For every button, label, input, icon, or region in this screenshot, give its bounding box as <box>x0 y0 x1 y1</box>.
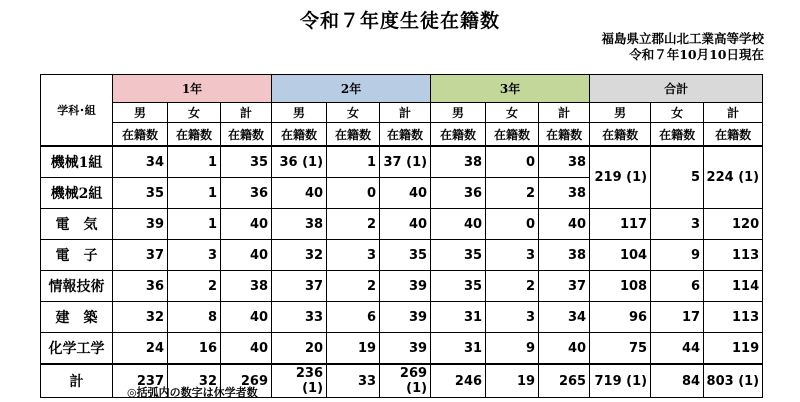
cell-sum-female: 84 <box>651 364 704 398</box>
subcol-male: 男 <box>272 103 327 123</box>
dept-name: 機械1組 <box>41 146 113 178</box>
cell-sum-female: 9 <box>651 240 704 271</box>
cell-y2-total: 37 (1) <box>380 146 431 178</box>
cell-y2-male: 20 <box>272 333 327 365</box>
cell-y1-male: 35 <box>113 178 168 209</box>
cell-y2-male: 40 <box>272 178 327 209</box>
cell-y3-female: 3 <box>486 240 539 271</box>
cell-sum-total: 113 <box>704 302 763 333</box>
cell-y3-female: 9 <box>486 333 539 365</box>
cell-y3-male: 36 <box>431 178 486 209</box>
cell-sum-total: 224 (1) <box>704 146 763 209</box>
cell-y2-total: 39 <box>380 333 431 365</box>
cell-y2-total: 269 (1) <box>380 364 431 398</box>
cell-sum-total: 114 <box>704 271 763 302</box>
cell-y1-male: 24 <box>113 333 168 365</box>
cell-sum-male: 75 <box>590 333 651 365</box>
cell-y2-total: 39 <box>380 302 431 333</box>
page-title: 令和７年度生徒在籍数 <box>299 10 500 32</box>
dept-name: 化学工学 <box>41 333 113 365</box>
cell-y1-total: 35 <box>221 146 272 178</box>
cell-y3-female: 2 <box>486 178 539 209</box>
cell-y3-female: 3 <box>486 302 539 333</box>
cell-y2-female: 6 <box>327 302 380 333</box>
cell-y1-male: 36 <box>113 271 168 302</box>
cell-y1-female: 2 <box>168 271 221 302</box>
cell-y1-female: 32 <box>168 364 221 398</box>
school-name: 福島県立郡山北工業高等学校 <box>601 31 764 46</box>
subheader-enrolled: 在籍数 <box>590 123 651 147</box>
cell-y1-total: 36 <box>221 178 272 209</box>
cell-sum-male: 219 (1) <box>590 146 651 209</box>
cell-y1-female: 1 <box>168 178 221 209</box>
subheader-enrolled: 在籍数 <box>221 123 272 147</box>
cell-y1-total: 40 <box>221 302 272 333</box>
cell-sum-female: 44 <box>651 333 704 365</box>
cell-y1-total: 269 <box>221 364 272 398</box>
cell-y2-total: 35 <box>380 240 431 271</box>
cell-sum-male: 96 <box>590 302 651 333</box>
cell-y1-female: 1 <box>168 209 221 240</box>
cell-y3-total: 38 <box>539 178 590 209</box>
subcol-female: 女 <box>168 103 221 123</box>
cell-y2-male: 37 <box>272 271 327 302</box>
cell-y3-male: 35 <box>431 271 486 302</box>
cell-y2-total: 40 <box>380 178 431 209</box>
subcol-total: 計 <box>380 103 431 123</box>
cell-y3-total: 40 <box>539 209 590 240</box>
cell-sum-total: 113 <box>704 240 763 271</box>
cell-sum-female: 5 <box>651 146 704 209</box>
cell-y3-male: 40 <box>431 209 486 240</box>
group-header-year3: 3年 <box>431 75 590 103</box>
cell-y2-female: 19 <box>327 333 380 365</box>
dept-header: 学科･組 <box>41 75 113 147</box>
subcol-female: 女 <box>486 103 539 123</box>
cell-y3-total: 34 <box>539 302 590 333</box>
cell-y3-total: 37 <box>539 271 590 302</box>
group-header-year2: 2年 <box>272 75 431 103</box>
cell-y1-total: 40 <box>221 240 272 271</box>
cell-sum-male: 117 <box>590 209 651 240</box>
subheader-enrolled: 在籍数 <box>651 123 704 147</box>
subheader-enrolled: 在籍数 <box>704 123 763 147</box>
subcol-male: 男 <box>590 103 651 123</box>
subcol-male: 男 <box>431 103 486 123</box>
cell-y3-total: 38 <box>539 240 590 271</box>
table-row <box>41 271 763 302</box>
cell-y3-female: 0 <box>486 146 539 178</box>
subcol-female: 女 <box>651 103 704 123</box>
cell-y1-male: 37 <box>113 240 168 271</box>
cell-y2-male: 33 <box>272 302 327 333</box>
footnote: ◎括弧内の数字は休学者数 <box>127 386 258 399</box>
cell-y3-total: 38 <box>539 146 590 178</box>
cell-y1-total: 40 <box>221 333 272 365</box>
cell-y1-female: 1 <box>168 146 221 178</box>
cell-y2-male: 36 (1) <box>272 146 327 178</box>
cell-y2-total: 40 <box>380 209 431 240</box>
cell-y3-female: 0 <box>486 209 539 240</box>
subheader-enrolled: 在籍数 <box>539 123 590 147</box>
cell-y3-female: 19 <box>486 364 539 398</box>
cell-sum-total: 803 (1) <box>704 364 763 398</box>
dept-name: 情報技術 <box>41 271 113 302</box>
cell-y2-female: 33 <box>327 364 380 398</box>
subcol-male: 男 <box>113 103 168 123</box>
subheader-enrolled: 在籍数 <box>113 123 168 147</box>
group-header-year1: 1年 <box>113 75 272 103</box>
cell-y3-total: 265 <box>539 364 590 398</box>
cell-sum-male: 104 <box>590 240 651 271</box>
subheader-enrolled: 在籍数 <box>486 123 539 147</box>
subheader-enrolled: 在籍数 <box>168 123 221 147</box>
cell-y1-male: 237 <box>113 364 168 398</box>
cell-sum-male: 108 <box>590 271 651 302</box>
cell-y2-female: 1 <box>327 146 380 178</box>
cell-y1-female: 16 <box>168 333 221 365</box>
table-row <box>41 146 763 178</box>
cell-sum-female: 6 <box>651 271 704 302</box>
cell-y2-female: 0 <box>327 178 380 209</box>
school-info <box>601 31 764 63</box>
cell-y2-male: 32 <box>272 240 327 271</box>
cell-y3-male: 35 <box>431 240 486 271</box>
cell-sum-female: 3 <box>651 209 704 240</box>
subcol-total: 計 <box>704 103 763 123</box>
cell-y2-male: 236 (1) <box>272 364 327 398</box>
table-row <box>41 209 763 240</box>
subheader-enrolled: 在籍数 <box>380 123 431 147</box>
cell-y3-male: 38 <box>431 146 486 178</box>
cell-y2-total: 39 <box>380 271 431 302</box>
enrollment-table <box>40 74 763 398</box>
subcol-total: 計 <box>539 103 590 123</box>
cell-y1-male: 32 <box>113 302 168 333</box>
dept-name: 電 子 <box>41 240 113 271</box>
cell-y2-female: 3 <box>327 240 380 271</box>
dept-name: 機械2組 <box>41 178 113 209</box>
cell-y1-total: 40 <box>221 209 272 240</box>
cell-sum-female: 17 <box>651 302 704 333</box>
cell-y3-total: 40 <box>539 333 590 365</box>
group-header-total: 合計 <box>590 75 763 103</box>
cell-y2-male: 38 <box>272 209 327 240</box>
subcol-total: 計 <box>221 103 272 123</box>
cell-y3-female: 2 <box>486 271 539 302</box>
cell-y3-male: 31 <box>431 333 486 365</box>
cell-y1-female: 3 <box>168 240 221 271</box>
subheader-enrolled: 在籍数 <box>327 123 380 147</box>
subheader-enrolled: 在籍数 <box>272 123 327 147</box>
table-row <box>41 302 763 333</box>
dept-name: 建 築 <box>41 302 113 333</box>
cell-y1-male: 39 <box>113 209 168 240</box>
table-row <box>41 333 763 365</box>
cell-y3-male: 31 <box>431 302 486 333</box>
cell-y1-total: 38 <box>221 271 272 302</box>
cell-y3-male: 246 <box>431 364 486 398</box>
cell-y1-male: 34 <box>113 146 168 178</box>
cell-y2-female: 2 <box>327 209 380 240</box>
subheader-enrolled: 在籍数 <box>431 123 486 147</box>
table-row <box>41 240 763 271</box>
subcol-female: 女 <box>327 103 380 123</box>
cell-y1-female: 8 <box>168 302 221 333</box>
cell-y2-female: 2 <box>327 271 380 302</box>
cell-sum-male: 719 (1) <box>590 364 651 398</box>
cell-sum-total: 120 <box>704 209 763 240</box>
as-of-date: 令和７年10月10日現在 <box>629 47 764 62</box>
cell-sum-total: 119 <box>704 333 763 365</box>
total-label: 計 <box>41 364 113 398</box>
dept-name: 電 気 <box>41 209 113 240</box>
